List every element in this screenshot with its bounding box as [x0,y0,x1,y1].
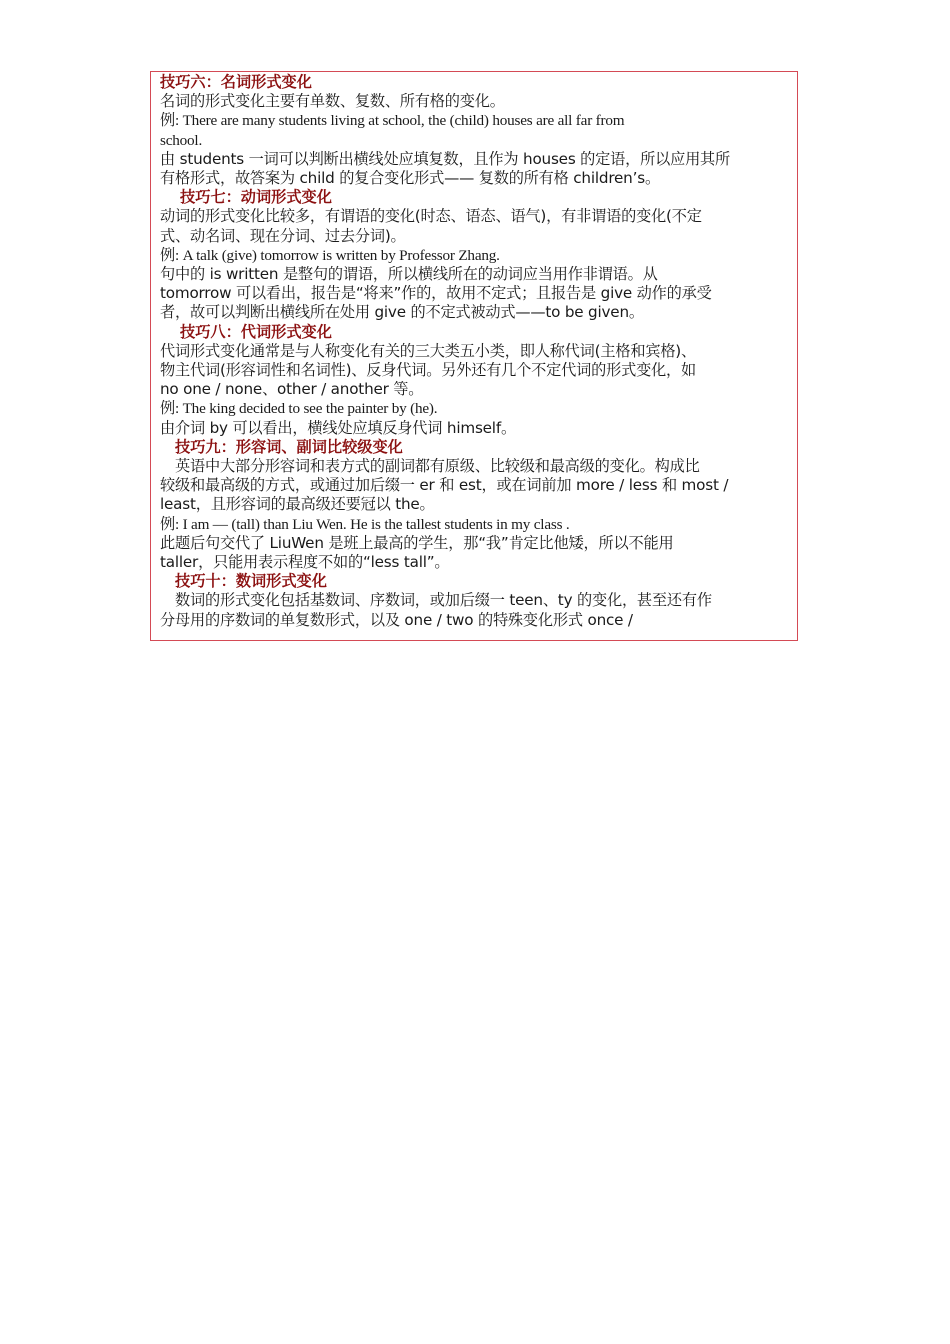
text-line: 分母用的序数词的单复数形式，以及 one / two 的特殊变化形式 once / [160,610,633,629]
text-line: taller，只能用表示程度不如的“less tall”。 [160,553,450,572]
text-line: 者，故可以判断出横线所在处用 give 的不定式被动式——to be given。 [160,303,644,322]
example-line: 例: There are many students living at school, the (child) houses are all far from [160,112,625,130]
section-heading-10: 技巧十：数词形式变化 [175,572,327,591]
text-line: 式、动名词、现在分词、过去分词)。 [160,226,406,245]
example-line: 例: I am — (tall) than Liu Wen. He is the tallest students in my class . [160,515,570,533]
text-line: 有格形式，故答案为 child 的复合变化形式—— 复数的所有格 children’s。 [160,169,660,188]
section-heading-8: 技巧八：代词形式变化 [180,322,332,341]
text-line: 物主代词(形容词性和名词性)、反身代词。另外还有几个不定代词的形式变化，如 [160,361,697,380]
text-line: 较级和最高级的方式，或通过加后缀一 er 和 est，或在词前加 more / less 和 most / [160,476,729,495]
document-frame [150,71,798,641]
text-line: 代词形式变化通常是与人称变化有关的三大类五小类，即人称代词(主格和宾格)、 [160,341,697,360]
section-heading-6: 技巧六：名词形式变化 [160,73,312,91]
text-line: no one / none、other / another 等。 [160,380,424,399]
text-line: 动词的形式变化比较多，有谓语的变化(时态、语态、语气)，有非谓语的变化(不定 [160,207,702,226]
section-heading-9: 技巧九：形容词、副词比较级变化 [175,437,403,456]
example-line: 例: A talk (give) tomorrow is written by Professor Zhang. [160,246,500,264]
example-line: 例: The king decided to see the painter by (he). [160,400,438,418]
text-line: 名词的形式变化主要有单数、复数、所有格的变化。 [160,92,505,111]
text-line: 此题后句交代了 LiuWen 是班上最高的学生，那“我”肯定比他矮，所以不能用 [160,533,674,552]
text-line: 句中的 is written 是整句的谓语，所以横线所在的动词应当用作非谓语。从 [160,265,658,284]
text-line: 由 students 一词可以判断出横线处应填复数，且作为 houses 的定语，所以应用其所 [160,149,731,168]
example-line: school. [160,131,203,149]
text-line: 由介词 by 可以看出，横线处应填反身代词 himself。 [160,418,516,437]
section-heading-7: 技巧七：动词形式变化 [180,188,332,207]
text-line: 英语中大部分形容词和表方式的副词都有原级、比较级和最高级的变化。构成比 [175,457,700,476]
text-line: least，且形容词的最高级还要冠以 the。 [160,495,435,514]
text-line: tomorrow 可以看出，报告是“将来”作的，故用不定式；且报告是 give 动作的承受 [160,284,712,303]
text-line: 数词的形式变化包括基数词、序数词，或加后缀一 teen、ty 的变化，甚至还有作 [175,591,712,610]
